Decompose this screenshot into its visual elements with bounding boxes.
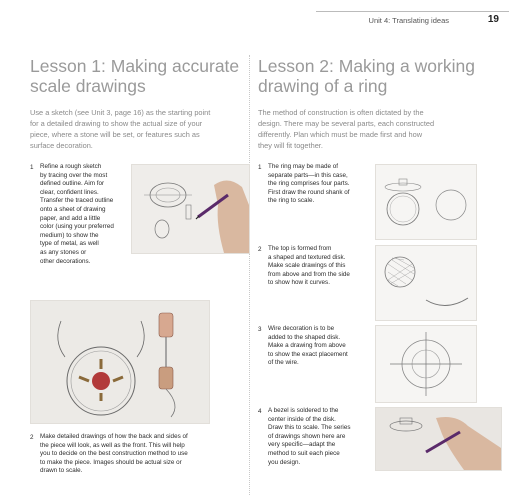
page-number: 19	[487, 14, 499, 25]
lesson2-step1-number: 1	[258, 164, 262, 171]
lesson2-step4-number: 4	[258, 408, 262, 415]
lesson1-title-line1: Lesson 1: Making accurate	[30, 56, 240, 76]
ring-detail-sketch-photo	[30, 300, 210, 424]
lesson2-step3-text	[268, 325, 372, 368]
step-line: to make the piece. Images should be actual size or	[40, 458, 182, 466]
lesson2-step1-text	[268, 163, 372, 206]
step-line: Make detailed drawings of how the back and sides of	[40, 433, 188, 440]
step-line: The top is formed from	[268, 245, 332, 252]
step-line: defined outline. Aim for	[40, 180, 105, 188]
step-line: type of metal, as well	[40, 240, 99, 248]
bezel-photo	[375, 407, 502, 471]
step-line: of the wire.	[268, 359, 299, 367]
lesson2-intro-line: differently. Plan which must be made first and how	[258, 130, 423, 139]
wire-decoration-sketch	[375, 325, 477, 403]
step-line: center inside of the disk.	[268, 415, 336, 423]
step-line: A bezel is soldered to the	[268, 407, 339, 414]
step-line: the ring to scale.	[268, 197, 315, 205]
step-line: Wire decoration is to be	[268, 325, 335, 332]
step-line: the piece will look, as well as the front. This will help	[40, 441, 185, 449]
hand-drawing-photo	[131, 164, 250, 254]
step-line: Make a drawing from above	[268, 342, 346, 350]
ring-shank-sketch	[375, 164, 477, 240]
lesson2-step3-number: 3	[258, 326, 262, 333]
step-line: color (using your preferred	[40, 223, 114, 231]
lesson1-step1-text	[40, 163, 135, 266]
lesson1-step2-text	[40, 433, 245, 476]
lesson1-intro-line: surface decoration.	[30, 141, 93, 150]
lesson2-step2-number: 2	[258, 246, 262, 253]
step-line: from above and from the side	[268, 270, 350, 278]
step-line: separate parts—in this case,	[268, 171, 348, 179]
step-line: a shaped and textured disk.	[268, 253, 346, 261]
header-rule	[316, 11, 509, 12]
lesson1-title-line2: scale drawings	[30, 76, 146, 96]
step-line: other decorations.	[40, 257, 91, 265]
lesson2-intro-line: The method of construction is often dictated by the	[258, 108, 424, 117]
step-line: of drawings shown here are	[268, 432, 346, 440]
step-line: the ring comprises four parts.	[268, 180, 350, 188]
lesson1-intro-line: piece, where a stone will be set, or features such as	[30, 130, 200, 139]
lesson2-intro-line: design. There may be several parts, each constructed	[258, 119, 435, 128]
lesson2-title-line2: drawing of a ring	[258, 76, 388, 96]
step-line: Make scale drawings of this	[268, 262, 346, 270]
step-line: very specific—adapt the	[268, 441, 336, 449]
unit-label: Unit 4: Translating ideas	[368, 16, 449, 25]
step-line: onto a sheet of drawing	[40, 205, 106, 213]
lesson2-step2-text	[268, 245, 372, 288]
step-line: medium) to show the	[40, 231, 99, 239]
lesson2-intro	[258, 107, 473, 151]
step-line: by tracing over the most	[40, 171, 108, 179]
step-line: you design.	[268, 458, 301, 466]
step-line: as any stones or	[40, 248, 87, 256]
step-line: to show the exact placement	[268, 350, 348, 358]
lesson2-intro-line: they will fit together.	[258, 141, 323, 150]
lesson1-intro	[30, 107, 245, 151]
step-line: paper, and add a little	[40, 214, 101, 222]
textured-disk-sketch	[375, 245, 477, 321]
lesson1-step1-number: 1	[30, 164, 34, 171]
lesson2-title	[258, 56, 475, 96]
step-line: method to suit each piece	[268, 449, 340, 457]
lesson2-title-line1: Lesson 2: Making a working	[258, 56, 475, 76]
step-line: The ring may be made of	[268, 163, 339, 170]
step-line: to show how it curves.	[268, 279, 330, 287]
lesson2-step4-text	[268, 407, 376, 467]
lesson1-intro-line: Use a sketch (see Unit 3, page 16) as the starting point	[30, 108, 211, 117]
step-line: clear, confident lines.	[40, 188, 99, 196]
column-divider	[249, 55, 250, 495]
step-line: drawn to scale.	[40, 467, 83, 475]
step-line: you to decide on the best construction method to use	[40, 450, 188, 458]
step-line: First draw the round shank of	[268, 188, 350, 196]
lesson1-title	[30, 56, 239, 96]
step-line: Draw this to scale. The series	[268, 424, 351, 432]
lesson1-intro-line: for a detailed drawing to show the actual size of your	[30, 119, 203, 128]
step-line: added to the shaped disk.	[268, 333, 341, 341]
step-line: Refine a rough sketch	[40, 163, 102, 170]
lesson1-step2-number: 2	[30, 434, 34, 441]
step-line: Transfer the traced outline	[40, 197, 114, 205]
